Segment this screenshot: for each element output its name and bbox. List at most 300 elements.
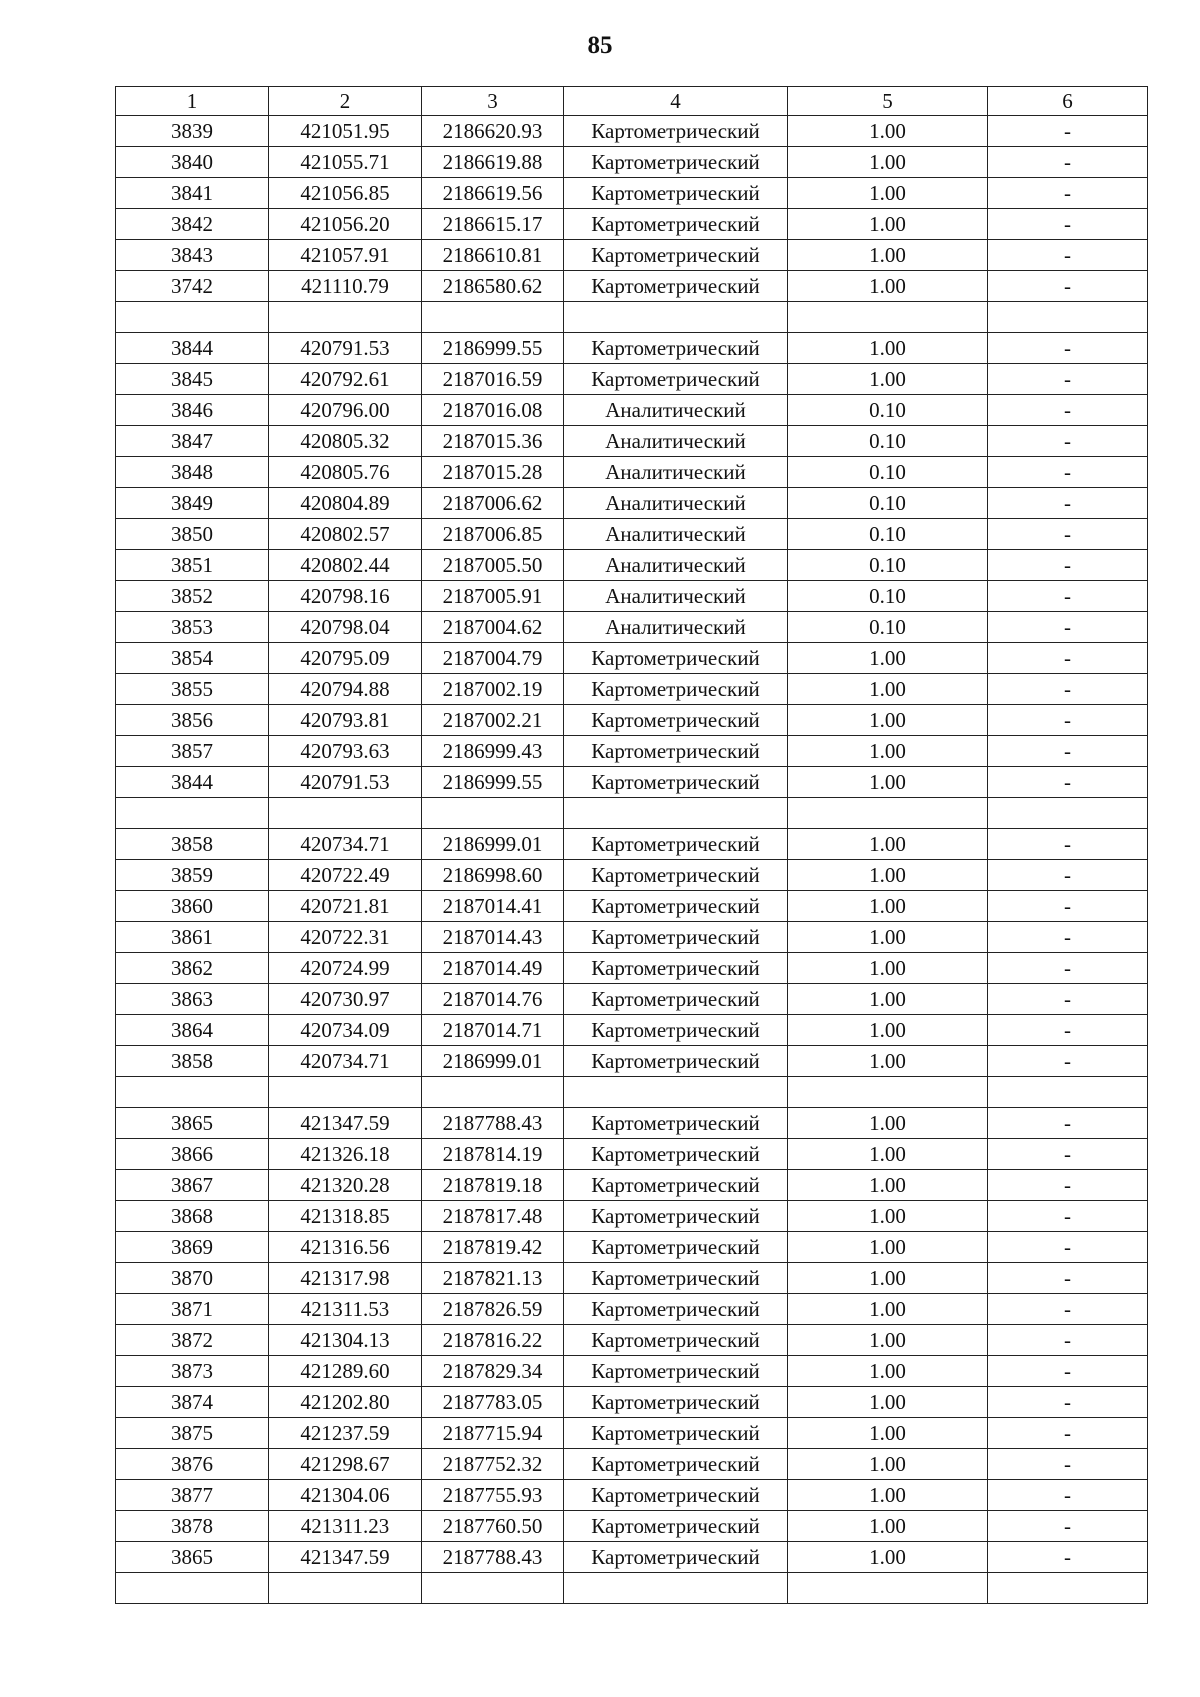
cell-y-coordinate: 2187014.43: [422, 922, 564, 953]
cell-y-coordinate: 2187752.32: [422, 1449, 564, 1480]
cell-method: Картометрический: [564, 705, 788, 736]
cell-y-coordinate: 2187015.28: [422, 457, 564, 488]
cell-note: -: [988, 364, 1148, 395]
table-row: [116, 1015, 1148, 1046]
table-row: [116, 550, 1148, 581]
cell-method: Аналитический: [564, 426, 788, 457]
cell-method: Картометрический: [564, 1325, 788, 1356]
column-header-4: 4: [564, 87, 788, 116]
cell-point-number: 3854: [116, 643, 269, 674]
cell-note: -: [988, 116, 1148, 147]
cell-point-number: 3845: [116, 364, 269, 395]
cell-x-coordinate: 420792.61: [269, 364, 422, 395]
table-row: [116, 1046, 1148, 1077]
cell-x-coordinate: 421311.23: [269, 1511, 422, 1542]
cell-method: Аналитический: [564, 612, 788, 643]
cell-x-coordinate: [269, 1077, 422, 1108]
cell-note: -: [988, 457, 1148, 488]
cell-x-coordinate: 420802.44: [269, 550, 422, 581]
cell-x-coordinate: 421110.79: [269, 271, 422, 302]
cell-x-coordinate: 420793.81: [269, 705, 422, 736]
cell-method: Картометрический: [564, 922, 788, 953]
cell-point-number: 3850: [116, 519, 269, 550]
cell-y-coordinate: 2187014.49: [422, 953, 564, 984]
cell-y-coordinate: [422, 1077, 564, 1108]
table-row: [116, 767, 1148, 798]
cell-note: -: [988, 1232, 1148, 1263]
cell-accuracy: 1.00: [788, 1418, 988, 1449]
table-row: [116, 147, 1148, 178]
cell-x-coordinate: 421056.20: [269, 209, 422, 240]
table-row: [116, 736, 1148, 767]
cell-note: -: [988, 426, 1148, 457]
cell-x-coordinate: 420798.04: [269, 612, 422, 643]
cell-point-number: 3849: [116, 488, 269, 519]
cell-y-coordinate: 2187826.59: [422, 1294, 564, 1325]
cell-y-coordinate: 2187004.79: [422, 643, 564, 674]
cell-y-coordinate: [422, 798, 564, 829]
table-row: [116, 1356, 1148, 1387]
cell-y-coordinate: 2186999.55: [422, 767, 564, 798]
cell-accuracy: 1.00: [788, 767, 988, 798]
cell-method: Картометрический: [564, 1108, 788, 1139]
cell-accuracy: 1.00: [788, 643, 988, 674]
cell-note: -: [988, 395, 1148, 426]
cell-point-number: 3861: [116, 922, 269, 953]
cell-accuracy: 1.00: [788, 1294, 988, 1325]
cell-accuracy: 1.00: [788, 147, 988, 178]
cell-y-coordinate: 2187014.71: [422, 1015, 564, 1046]
cell-x-coordinate: 420793.63: [269, 736, 422, 767]
cell-note: [988, 1573, 1148, 1604]
table-row: [116, 116, 1148, 147]
table-separator-row: [116, 302, 1148, 333]
cell-y-coordinate: 2186999.43: [422, 736, 564, 767]
table-row: [116, 1294, 1148, 1325]
cell-y-coordinate: 2187760.50: [422, 1511, 564, 1542]
cell-x-coordinate: 420730.97: [269, 984, 422, 1015]
cell-method: Картометрический: [564, 953, 788, 984]
cell-accuracy: 1.00: [788, 953, 988, 984]
cell-x-coordinate: 420805.76: [269, 457, 422, 488]
cell-y-coordinate: 2186999.55: [422, 333, 564, 364]
cell-point-number: [116, 1573, 269, 1604]
cell-note: -: [988, 488, 1148, 519]
cell-note: -: [988, 1356, 1148, 1387]
cell-x-coordinate: 421298.67: [269, 1449, 422, 1480]
table-row: [116, 860, 1148, 891]
table-separator-row: [116, 1077, 1148, 1108]
cell-note: -: [988, 1294, 1148, 1325]
table-row: [116, 1387, 1148, 1418]
cell-method: [564, 1077, 788, 1108]
cell-note: -: [988, 1108, 1148, 1139]
table-row: [116, 426, 1148, 457]
cell-accuracy: 1.00: [788, 1387, 988, 1418]
cell-y-coordinate: 2187014.41: [422, 891, 564, 922]
cell-accuracy: 1.00: [788, 1201, 988, 1232]
coordinates-table: [115, 86, 1148, 1604]
cell-note: -: [988, 922, 1148, 953]
cell-point-number: 3852: [116, 581, 269, 612]
cell-accuracy: [788, 1077, 988, 1108]
table-row: [116, 1108, 1148, 1139]
table-row: [116, 209, 1148, 240]
cell-x-coordinate: 421056.85: [269, 178, 422, 209]
cell-method: Картометрический: [564, 829, 788, 860]
cell-accuracy: 1.00: [788, 1232, 988, 1263]
cell-method: Аналитический: [564, 488, 788, 519]
cell-y-coordinate: 2186619.56: [422, 178, 564, 209]
table-row: [116, 519, 1148, 550]
cell-accuracy: [788, 302, 988, 333]
cell-note: -: [988, 767, 1148, 798]
cell-method: Картометрический: [564, 178, 788, 209]
cell-accuracy: 1.00: [788, 1480, 988, 1511]
cell-x-coordinate: 421051.95: [269, 116, 422, 147]
cell-y-coordinate: 2187788.43: [422, 1542, 564, 1573]
cell-y-coordinate: 2187783.05: [422, 1387, 564, 1418]
cell-accuracy: 1.00: [788, 1015, 988, 1046]
cell-method: Картометрический: [564, 1418, 788, 1449]
table-row: [116, 395, 1148, 426]
cell-x-coordinate: 421202.80: [269, 1387, 422, 1418]
cell-x-coordinate: 421289.60: [269, 1356, 422, 1387]
cell-accuracy: 1.00: [788, 1325, 988, 1356]
cell-note: -: [988, 860, 1148, 891]
cell-y-coordinate: 2187819.18: [422, 1170, 564, 1201]
cell-accuracy: 1.00: [788, 891, 988, 922]
cell-accuracy: [788, 1573, 988, 1604]
cell-y-coordinate: 2187788.43: [422, 1108, 564, 1139]
cell-point-number: 3875: [116, 1418, 269, 1449]
cell-method: [564, 1573, 788, 1604]
cell-y-coordinate: 2187816.22: [422, 1325, 564, 1356]
cell-note: -: [988, 147, 1148, 178]
cell-method: Картометрический: [564, 1046, 788, 1077]
cell-point-number: 3864: [116, 1015, 269, 1046]
table-row: [116, 1449, 1148, 1480]
column-header-3: 3: [422, 87, 564, 116]
cell-method: Картометрический: [564, 1294, 788, 1325]
cell-note: -: [988, 643, 1148, 674]
cell-note: -: [988, 829, 1148, 860]
cell-x-coordinate: 420796.00: [269, 395, 422, 426]
cell-point-number: 3877: [116, 1480, 269, 1511]
cell-note: -: [988, 736, 1148, 767]
table-row: [116, 953, 1148, 984]
cell-y-coordinate: 2187817.48: [422, 1201, 564, 1232]
table-header-row: [116, 87, 1148, 116]
cell-x-coordinate: 420791.53: [269, 767, 422, 798]
cell-x-coordinate: 421347.59: [269, 1542, 422, 1573]
cell-point-number: 3851: [116, 550, 269, 581]
cell-x-coordinate: 420734.09: [269, 1015, 422, 1046]
cell-method: Картометрический: [564, 1232, 788, 1263]
cell-y-coordinate: 2187005.91: [422, 581, 564, 612]
cell-note: -: [988, 1015, 1148, 1046]
cell-note: -: [988, 953, 1148, 984]
cell-accuracy: 1.00: [788, 116, 988, 147]
cell-point-number: 3871: [116, 1294, 269, 1325]
cell-method: Картометрический: [564, 1201, 788, 1232]
cell-y-coordinate: 2187004.62: [422, 612, 564, 643]
cell-accuracy: 1.00: [788, 829, 988, 860]
page-number: 85: [587, 32, 613, 59]
cell-method: Картометрический: [564, 271, 788, 302]
cell-note: -: [988, 209, 1148, 240]
cell-point-number: 3842: [116, 209, 269, 240]
cell-y-coordinate: 2187015.36: [422, 426, 564, 457]
cell-x-coordinate: 420805.32: [269, 426, 422, 457]
cell-accuracy: 1.00: [788, 364, 988, 395]
cell-method: Картометрический: [564, 1511, 788, 1542]
cell-x-coordinate: 421318.85: [269, 1201, 422, 1232]
cell-point-number: 3841: [116, 178, 269, 209]
cell-y-coordinate: 2186580.62: [422, 271, 564, 302]
cell-x-coordinate: 420798.16: [269, 581, 422, 612]
cell-point-number: [116, 302, 269, 333]
cell-point-number: 3868: [116, 1201, 269, 1232]
cell-accuracy: 1.00: [788, 178, 988, 209]
cell-note: -: [988, 1325, 1148, 1356]
cell-x-coordinate: 420795.09: [269, 643, 422, 674]
cell-accuracy: 1.00: [788, 922, 988, 953]
cell-point-number: 3847: [116, 426, 269, 457]
cell-method: Картометрический: [564, 1170, 788, 1201]
cell-method: Картометрический: [564, 767, 788, 798]
cell-x-coordinate: 421304.13: [269, 1325, 422, 1356]
cell-x-coordinate: 420791.53: [269, 333, 422, 364]
cell-point-number: 3840: [116, 147, 269, 178]
cell-method: Картометрический: [564, 209, 788, 240]
cell-method: Картометрический: [564, 240, 788, 271]
cell-note: -: [988, 1387, 1148, 1418]
cell-note: -: [988, 984, 1148, 1015]
cell-point-number: 3848: [116, 457, 269, 488]
cell-accuracy: 1.00: [788, 1356, 988, 1387]
table-row: [116, 581, 1148, 612]
table-row: [116, 674, 1148, 705]
cell-note: -: [988, 1139, 1148, 1170]
cell-accuracy: [788, 798, 988, 829]
table-row: [116, 1480, 1148, 1511]
cell-x-coordinate: [269, 1573, 422, 1604]
cell-note: [988, 1077, 1148, 1108]
cell-y-coordinate: 2186999.01: [422, 829, 564, 860]
cell-y-coordinate: 2187715.94: [422, 1418, 564, 1449]
cell-note: -: [988, 1201, 1148, 1232]
cell-method: Аналитический: [564, 519, 788, 550]
cell-note: -: [988, 1170, 1148, 1201]
cell-accuracy: 0.10: [788, 395, 988, 426]
column-header-1: 1: [116, 87, 269, 116]
table-separator-row: [116, 798, 1148, 829]
cell-note: -: [988, 1263, 1148, 1294]
cell-note: -: [988, 178, 1148, 209]
table-row: [116, 1418, 1148, 1449]
cell-method: Картометрический: [564, 364, 788, 395]
cell-accuracy: 1.00: [788, 860, 988, 891]
cell-point-number: 3839: [116, 116, 269, 147]
cell-accuracy: 0.10: [788, 488, 988, 519]
cell-note: -: [988, 1511, 1148, 1542]
cell-method: Картометрический: [564, 1449, 788, 1480]
cell-y-coordinate: 2186620.93: [422, 116, 564, 147]
cell-method: Картометрический: [564, 984, 788, 1015]
table-row: [116, 1542, 1148, 1573]
cell-point-number: 3844: [116, 333, 269, 364]
table-separator-row: [116, 1573, 1148, 1604]
cell-accuracy: 0.10: [788, 426, 988, 457]
cell-accuracy: 1.00: [788, 1170, 988, 1201]
cell-point-number: 3859: [116, 860, 269, 891]
cell-point-number: 3844: [116, 767, 269, 798]
cell-point-number: 3870: [116, 1263, 269, 1294]
cell-accuracy: 1.00: [788, 1449, 988, 1480]
cell-x-coordinate: 421316.56: [269, 1232, 422, 1263]
table-row: [116, 1263, 1148, 1294]
cell-point-number: 3858: [116, 1046, 269, 1077]
cell-accuracy: 1.00: [788, 271, 988, 302]
table-row: [116, 1232, 1148, 1263]
cell-y-coordinate: 2187006.85: [422, 519, 564, 550]
cell-note: -: [988, 1542, 1148, 1573]
cell-y-coordinate: 2187829.34: [422, 1356, 564, 1387]
cell-y-coordinate: 2187002.19: [422, 674, 564, 705]
column-header-2: 2: [269, 87, 422, 116]
cell-point-number: [116, 798, 269, 829]
cell-method: Картометрический: [564, 674, 788, 705]
cell-point-number: 3867: [116, 1170, 269, 1201]
cell-point-number: 3742: [116, 271, 269, 302]
cell-method: Картометрический: [564, 891, 788, 922]
cell-method: Картометрический: [564, 1263, 788, 1294]
table-row: [116, 178, 1148, 209]
cell-y-coordinate: 2186610.81: [422, 240, 564, 271]
cell-method: Картометрический: [564, 1015, 788, 1046]
table-row: [116, 1201, 1148, 1232]
cell-note: -: [988, 1418, 1148, 1449]
cell-method: [564, 302, 788, 333]
cell-x-coordinate: [269, 302, 422, 333]
cell-x-coordinate: 420734.71: [269, 829, 422, 860]
cell-accuracy: 1.00: [788, 1542, 988, 1573]
cell-y-coordinate: 2186999.01: [422, 1046, 564, 1077]
cell-method: Аналитический: [564, 457, 788, 488]
cell-x-coordinate: 420802.57: [269, 519, 422, 550]
cell-point-number: 3876: [116, 1449, 269, 1480]
cell-y-coordinate: 2187002.21: [422, 705, 564, 736]
cell-x-coordinate: 421237.59: [269, 1418, 422, 1449]
cell-accuracy: 1.00: [788, 209, 988, 240]
cell-method: Картометрический: [564, 333, 788, 364]
cell-method: Аналитический: [564, 581, 788, 612]
cell-y-coordinate: 2187005.50: [422, 550, 564, 581]
cell-accuracy: 1.00: [788, 674, 988, 705]
cell-point-number: 3860: [116, 891, 269, 922]
cell-y-coordinate: 2186998.60: [422, 860, 564, 891]
cell-note: -: [988, 581, 1148, 612]
cell-y-coordinate: 2186615.17: [422, 209, 564, 240]
table-row: [116, 271, 1148, 302]
cell-method: Картометрический: [564, 643, 788, 674]
cell-method: Картометрический: [564, 736, 788, 767]
cell-point-number: 3846: [116, 395, 269, 426]
cell-note: -: [988, 519, 1148, 550]
cell-note: [988, 798, 1148, 829]
cell-accuracy: 1.00: [788, 1263, 988, 1294]
cell-point-number: 3853: [116, 612, 269, 643]
table-row: [116, 488, 1148, 519]
table-row: [116, 705, 1148, 736]
cell-y-coordinate: 2186619.88: [422, 147, 564, 178]
cell-note: -: [988, 1046, 1148, 1077]
cell-point-number: 3862: [116, 953, 269, 984]
cell-y-coordinate: 2187755.93: [422, 1480, 564, 1511]
table-row: [116, 333, 1148, 364]
table-row: [116, 1511, 1148, 1542]
cell-x-coordinate: 420722.31: [269, 922, 422, 953]
cell-accuracy: 0.10: [788, 550, 988, 581]
cell-method: Аналитический: [564, 550, 788, 581]
table-row: [116, 643, 1148, 674]
cell-method: [564, 798, 788, 829]
cell-accuracy: 0.10: [788, 457, 988, 488]
cell-accuracy: 1.00: [788, 984, 988, 1015]
cell-method: Аналитический: [564, 395, 788, 426]
table-row: [116, 984, 1148, 1015]
cell-accuracy: 0.10: [788, 612, 988, 643]
cell-point-number: 3865: [116, 1542, 269, 1573]
cell-point-number: 3874: [116, 1387, 269, 1418]
cell-point-number: 3878: [116, 1511, 269, 1542]
cell-x-coordinate: 421347.59: [269, 1108, 422, 1139]
cell-accuracy: 1.00: [788, 736, 988, 767]
cell-accuracy: 1.00: [788, 333, 988, 364]
cell-x-coordinate: 421057.91: [269, 240, 422, 271]
table-row: [116, 829, 1148, 860]
table-row: [116, 1170, 1148, 1201]
cell-point-number: 3865: [116, 1108, 269, 1139]
cell-method: Картометрический: [564, 860, 788, 891]
cell-method: Картометрический: [564, 1356, 788, 1387]
cell-note: -: [988, 240, 1148, 271]
cell-point-number: 3856: [116, 705, 269, 736]
cell-accuracy: 1.00: [788, 1108, 988, 1139]
cell-accuracy: 1.00: [788, 240, 988, 271]
cell-note: -: [988, 1480, 1148, 1511]
cell-y-coordinate: 2187014.76: [422, 984, 564, 1015]
cell-point-number: 3869: [116, 1232, 269, 1263]
cell-x-coordinate: 420794.88: [269, 674, 422, 705]
table-row: [116, 1325, 1148, 1356]
cell-method: Картометрический: [564, 1387, 788, 1418]
table-row: [116, 240, 1148, 271]
cell-note: -: [988, 1449, 1148, 1480]
cell-point-number: 3843: [116, 240, 269, 271]
cell-accuracy: 0.10: [788, 581, 988, 612]
cell-note: -: [988, 705, 1148, 736]
cell-accuracy: 1.00: [788, 1139, 988, 1170]
column-header-6: 6: [988, 87, 1148, 116]
cell-y-coordinate: 2187016.59: [422, 364, 564, 395]
cell-note: [988, 302, 1148, 333]
cell-y-coordinate: 2187821.13: [422, 1263, 564, 1294]
table-row: [116, 922, 1148, 953]
cell-method: Картометрический: [564, 1542, 788, 1573]
cell-method: Картометрический: [564, 1139, 788, 1170]
